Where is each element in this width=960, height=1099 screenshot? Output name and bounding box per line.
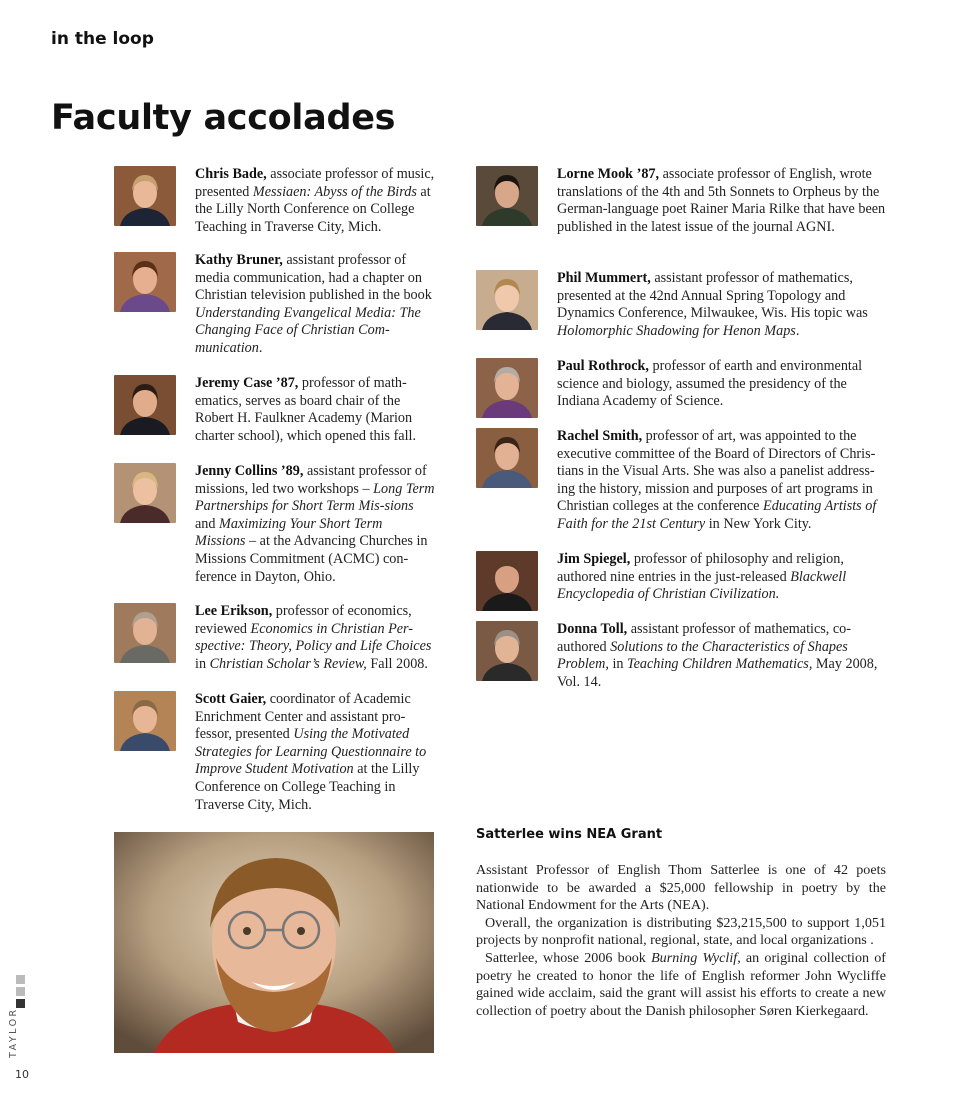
text-run: Fall 2008.	[366, 655, 428, 672]
italic-title: Solutions to the Characteristics of Shapes Problem,	[557, 638, 848, 673]
portrait-photo	[476, 270, 538, 330]
text-run: professor of art, was appointed to the executive committee of the Board of Directors of Chris-tians in the Visual Arts. She was also a panelist address-ing the history, mission and purposes of art programs in Christian colleges at the conference	[557, 428, 876, 515]
italic-title: Blackwell Encyclopedia of Christian Civilization.	[557, 568, 847, 603]
text-run: assistant professor of missions, led two workshops –	[195, 463, 427, 497]
accolade-text	[557, 358, 887, 418]
portrait-photo	[114, 691, 176, 751]
italic-title: Christian Scholar’s Review,	[209, 655, 367, 672]
text-run: Assistant Professor of English Thom Satterlee is one of 42 poets nationwide to be awarded a $25,000 fellowship in poetry by the National Endowment for the Arts (NEA).	[476, 862, 886, 914]
accolade-entry	[476, 166, 887, 236]
italic-title: Teaching Children Mathematics,	[627, 656, 813, 673]
brand-square-light	[16, 975, 25, 984]
portrait-photo	[476, 428, 538, 488]
text-run: , an original collection of poetry he created to honor the life of English reformer John Wycliffe gained wide acclaim, said the grant will assist his efforts to create a new collection of poetry about the Danish philosopher Søren Kierkegaard.	[476, 949, 886, 1019]
accolade-text	[195, 375, 435, 445]
text-run: assistant professor of media communication, had a chapter on Christian television published in the book	[195, 252, 432, 304]
accolade-entry	[476, 428, 887, 534]
news-body	[476, 862, 886, 1020]
faculty-name: Jim Spiegel,	[557, 551, 631, 567]
faculty-name: Rachel Smith,	[557, 428, 643, 444]
italic-title: Holomorphic Shadowing for Henon Maps	[557, 322, 796, 339]
text-run: associate professor of music, presented	[195, 166, 435, 200]
text-run: assistant professor of mathematics, co-authored	[557, 621, 851, 655]
news-heading: Satterlee wins NEA Grant	[476, 827, 663, 842]
accolade-entry	[476, 358, 887, 418]
italic-title: Messiaen: Abyss of the Birds	[252, 183, 417, 200]
portrait-photo	[114, 603, 176, 663]
italic-title: Burning Wyclif	[651, 949, 738, 966]
text-run: .	[795, 322, 800, 339]
italic-title: Maximizing Your Short Term Missions	[195, 515, 383, 550]
accolade-text	[557, 621, 887, 691]
text-run: May 2008, Vol. 14.	[557, 656, 878, 690]
portrait-photo	[476, 551, 538, 611]
section-label: in the loop	[51, 29, 154, 49]
text-run: professor of earth and environmental science and biology, assumed the presidency of the Indiana Academy of Science.	[557, 358, 863, 410]
text-run: .	[258, 339, 263, 356]
text-run: at the Lilly North Conference on College Teaching in Traverse City, Mich.	[195, 183, 431, 235]
italic-title: Educating Artists of Faith for the 21st Century	[557, 498, 877, 532]
brand-square-light	[16, 987, 25, 996]
feature-portrait-photo	[114, 832, 434, 1053]
faculty-name: Kathy Bruner,	[195, 252, 283, 268]
accolade-entry	[114, 463, 435, 586]
text-run: associate professor of English, wrote translations of the 4th and 5th Sonnets to Orpheus by the German-language poet Rainer Maria Rilke that have been published in the latest issue of the journal AGNI.	[557, 166, 886, 235]
faculty-name: Phil Mummert,	[557, 270, 651, 286]
faculty-name: Lorne Mook ’87,	[557, 166, 660, 182]
text-run: Satterlee, whose 2006 book	[485, 949, 652, 966]
accolade-entry	[114, 375, 435, 445]
accolade-text	[195, 603, 435, 673]
accolade-entry	[476, 270, 887, 340]
text-run: professor of philosophy and religion, authored nine entries in the just-released	[557, 551, 844, 585]
accolade-entry	[476, 551, 887, 611]
text-run: professor of math-ematics, serves as board chair of the Robert H. Faulkner Academy (Marion charter school), which opened this fall.	[195, 375, 417, 444]
news-paragraph	[476, 862, 886, 915]
faculty-name: Lee Erikson,	[195, 603, 273, 619]
portrait-photo	[114, 375, 176, 435]
italic-title: Using the Motivated Strategies for Learning Questionnaire to Improve Student Motivation	[195, 726, 427, 778]
accolade-entry	[476, 621, 887, 691]
accolade-text	[557, 428, 887, 534]
text-run: and	[195, 515, 220, 532]
text-run: at the Lilly Conference on College Teaching in Traverse City, Mich.	[195, 761, 420, 813]
portrait-photo	[476, 621, 538, 681]
accolade-entry	[114, 603, 435, 673]
accolade-text	[195, 252, 435, 358]
text-run: in	[195, 655, 210, 672]
accolade-text	[195, 463, 435, 586]
accolade-text	[557, 166, 887, 236]
portrait-photo	[476, 358, 538, 418]
text-run: professor of economics, reviewed	[195, 603, 412, 637]
page-number: 10	[15, 1068, 29, 1081]
accolade-entry	[114, 166, 435, 236]
italic-title: Understanding Evangelical Media: The Changing Face of Christian Com-munication	[195, 304, 421, 356]
news-paragraph	[476, 950, 886, 1020]
page-title: Faculty accolades	[51, 98, 396, 138]
accolade-text	[195, 691, 435, 814]
portrait-photo	[476, 166, 538, 226]
faculty-name: Jenny Collins ’89,	[195, 463, 304, 479]
faculty-name: Donna Toll,	[557, 621, 628, 637]
accolade-entry	[114, 252, 435, 358]
faculty-name: Jeremy Case ’87,	[195, 375, 299, 391]
portrait-photo	[114, 463, 176, 523]
italic-title: Long Term Partnerships for Short Term Mis-sions	[195, 480, 435, 515]
accolade-text	[557, 551, 887, 611]
text-run: coordinator of Academic Enrichment Center and assistant pro-fessor, presented	[195, 691, 411, 743]
faculty-name: Scott Gaier,	[195, 691, 267, 707]
text-run: – at the Advancing Churches in Missions Commitment (ACMC) con-ference in Dayton, Ohio.	[195, 533, 428, 585]
text-run: Overall, the organization is distributing $23,215,500 to support 1,051 projects by nonprofit national, regional, state, and local organizations .	[476, 914, 886, 949]
italic-title: Economics in Christian Per-spective: Theory, Policy and Life Choices	[195, 620, 432, 655]
portrait-photo	[114, 166, 176, 226]
text-run: in New York City.	[705, 515, 812, 532]
portrait-photo	[114, 252, 176, 312]
news-paragraph	[476, 915, 886, 950]
text-run: in	[608, 656, 628, 673]
accolade-text	[557, 270, 887, 340]
accolade-entry	[114, 691, 435, 814]
accolade-text	[195, 166, 435, 236]
text-run: assistant professor of mathematics, presented at the 42nd Annual Spring Topology and Dynamics Conference, Milwaukee, Wis. His topic was	[557, 270, 868, 322]
faculty-name: Paul Rothrock,	[557, 358, 649, 374]
side-brand-label: TAYLOR	[8, 1007, 19, 1058]
faculty-name: Chris Bade,	[195, 166, 267, 182]
